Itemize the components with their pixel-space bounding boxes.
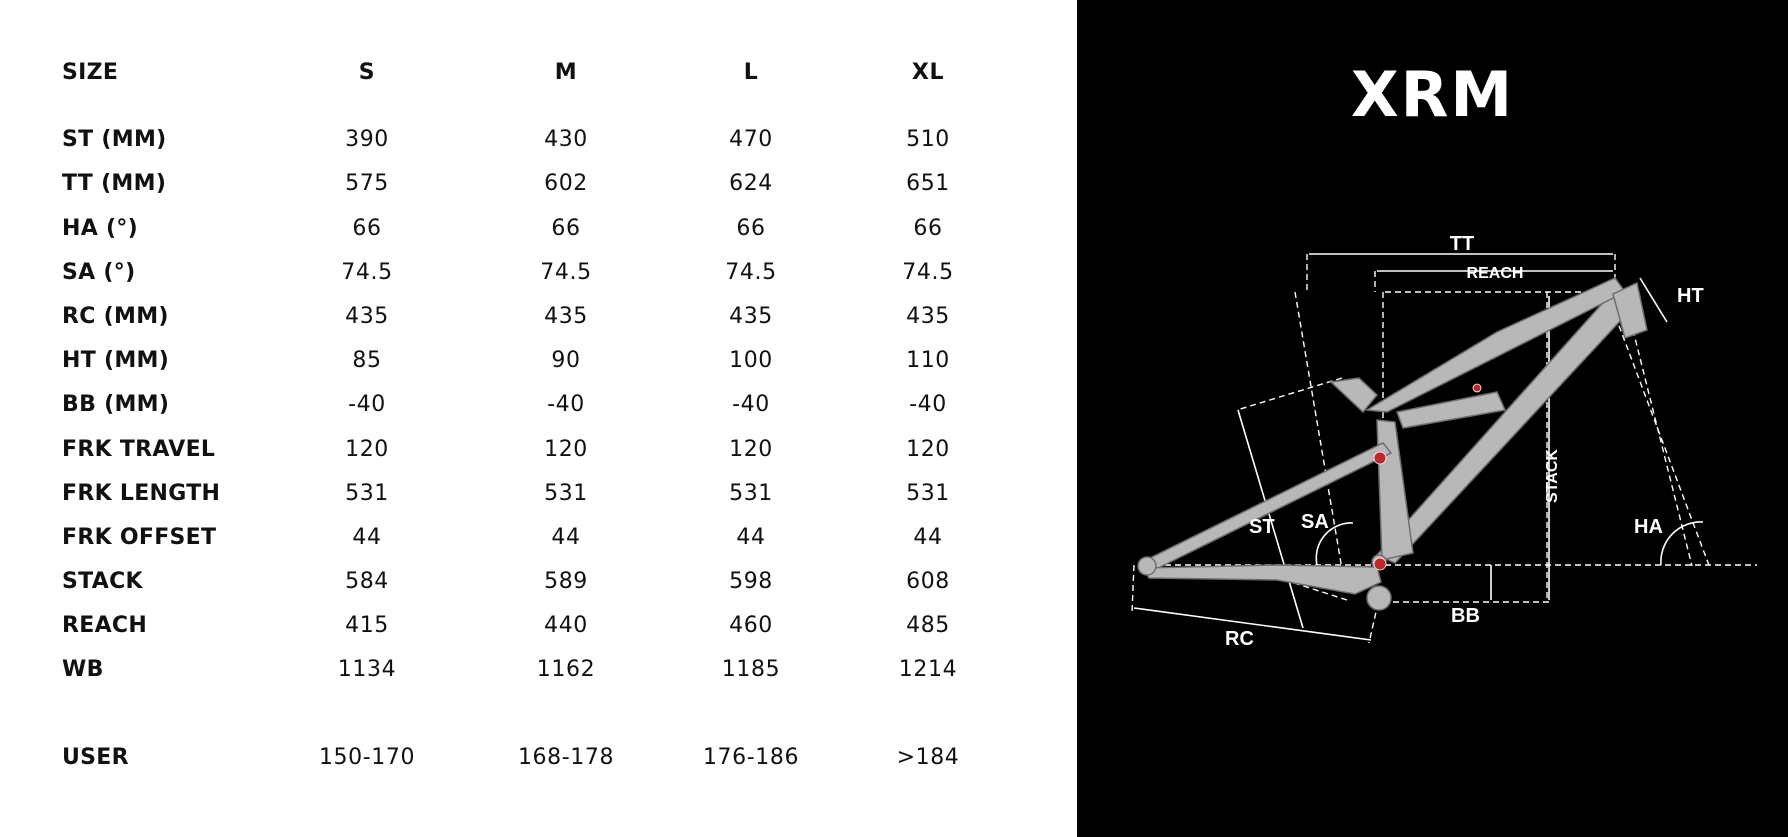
row-label: STACK: [62, 569, 143, 594]
row-cell: 120: [544, 437, 588, 462]
row-cell: -40: [348, 392, 386, 417]
row-cell: 1185: [721, 657, 781, 682]
row-cell: 575: [345, 171, 389, 196]
row-cell: 74.5: [540, 260, 592, 285]
row-label: REACH: [62, 613, 148, 638]
row-cell: 531: [906, 481, 950, 506]
row-cell: 66: [736, 216, 766, 241]
row-label: TT (MM): [62, 171, 167, 196]
row-cell: 74.5: [725, 260, 777, 285]
label-ha: HA: [1634, 516, 1663, 538]
row-cell: 85: [352, 348, 382, 373]
row-cell: 100: [729, 348, 773, 373]
row-cell: 435: [906, 304, 950, 329]
row-cell: 44: [736, 525, 766, 550]
row-cell: 510: [906, 127, 950, 152]
row-cell: -40: [547, 392, 585, 417]
row-cell: 390: [345, 127, 389, 152]
row-cell: 460: [729, 613, 773, 638]
row-cell: 602: [544, 171, 588, 196]
header-size-xl: XL: [911, 60, 945, 85]
row-cell: -40: [909, 392, 947, 417]
label-bb: BB: [1451, 605, 1480, 627]
row-cell: 110: [906, 348, 950, 373]
user-row-cell: 150-170: [318, 745, 416, 770]
header-size-m: M: [554, 60, 578, 85]
row-cell: 598: [729, 569, 773, 594]
label-ht: HT: [1677, 285, 1704, 307]
row-cell: 66: [352, 216, 382, 241]
row-cell: 435: [345, 304, 389, 329]
row-label: HA (°): [62, 216, 139, 241]
row-cell: 90: [551, 348, 581, 373]
row-cell: 1134: [337, 657, 397, 682]
geometry-diagram-panel: [1077, 0, 1788, 837]
row-cell: 589: [544, 569, 588, 594]
label-tt: TT: [1449, 233, 1475, 255]
label-stack: STACK: [1544, 449, 1561, 503]
frame-geometry-diagram: [1077, 0, 1788, 837]
row-cell: 435: [544, 304, 588, 329]
row-label: FRK LENGTH: [62, 481, 221, 506]
row-cell: 74.5: [902, 260, 954, 285]
row-cell: 120: [729, 437, 773, 462]
user-row-cell: >184: [896, 745, 960, 770]
row-cell: 485: [906, 613, 950, 638]
row-cell: 44: [352, 525, 382, 550]
header-size-l: L: [743, 60, 759, 85]
row-cell: 584: [345, 569, 389, 594]
row-cell: 1162: [536, 657, 596, 682]
row-cell: 120: [906, 437, 950, 462]
row-cell: 120: [345, 437, 389, 462]
row-label: ST (MM): [62, 127, 167, 152]
label-sa: SA: [1301, 511, 1329, 533]
user-row-label: USER: [62, 745, 129, 770]
header-size-s: S: [358, 60, 376, 85]
row-cell: 44: [913, 525, 943, 550]
row-cell: 624: [729, 171, 773, 196]
row-cell: 430: [544, 127, 588, 152]
row-label: WB: [62, 657, 104, 682]
label-st: ST: [1249, 516, 1275, 538]
row-cell: 470: [729, 127, 773, 152]
row-cell: -40: [732, 392, 770, 417]
user-row-cell: 168-178: [517, 745, 615, 770]
label-reach: REACH: [1466, 265, 1524, 282]
header-size-label: SIZE: [62, 60, 119, 85]
row-cell: 44: [551, 525, 581, 550]
row-label: FRK TRAVEL: [62, 437, 216, 462]
label-rc: RC: [1225, 628, 1254, 650]
row-cell: 74.5: [341, 260, 393, 285]
user-row-cell: 176-186: [702, 745, 800, 770]
row-cell: 440: [544, 613, 588, 638]
row-cell: 1214: [898, 657, 958, 682]
row-cell: 66: [913, 216, 943, 241]
row-label: HT (MM): [62, 348, 170, 373]
row-cell: 608: [906, 569, 950, 594]
row-label: RC (MM): [62, 304, 169, 329]
dimension-lines: [1132, 254, 1757, 643]
row-label: FRK OFFSET: [62, 525, 217, 550]
row-cell: 415: [345, 613, 389, 638]
bike-frame: [1138, 278, 1647, 610]
row-cell: 435: [729, 304, 773, 329]
row-cell: 651: [906, 171, 950, 196]
row-label: SA (°): [62, 260, 136, 285]
row-cell: 531: [729, 481, 773, 506]
row-cell: 531: [544, 481, 588, 506]
row-cell: 66: [551, 216, 581, 241]
model-title: XRM: [1350, 58, 1515, 131]
row-cell: 531: [345, 481, 389, 506]
row-label: BB (MM): [62, 392, 170, 417]
